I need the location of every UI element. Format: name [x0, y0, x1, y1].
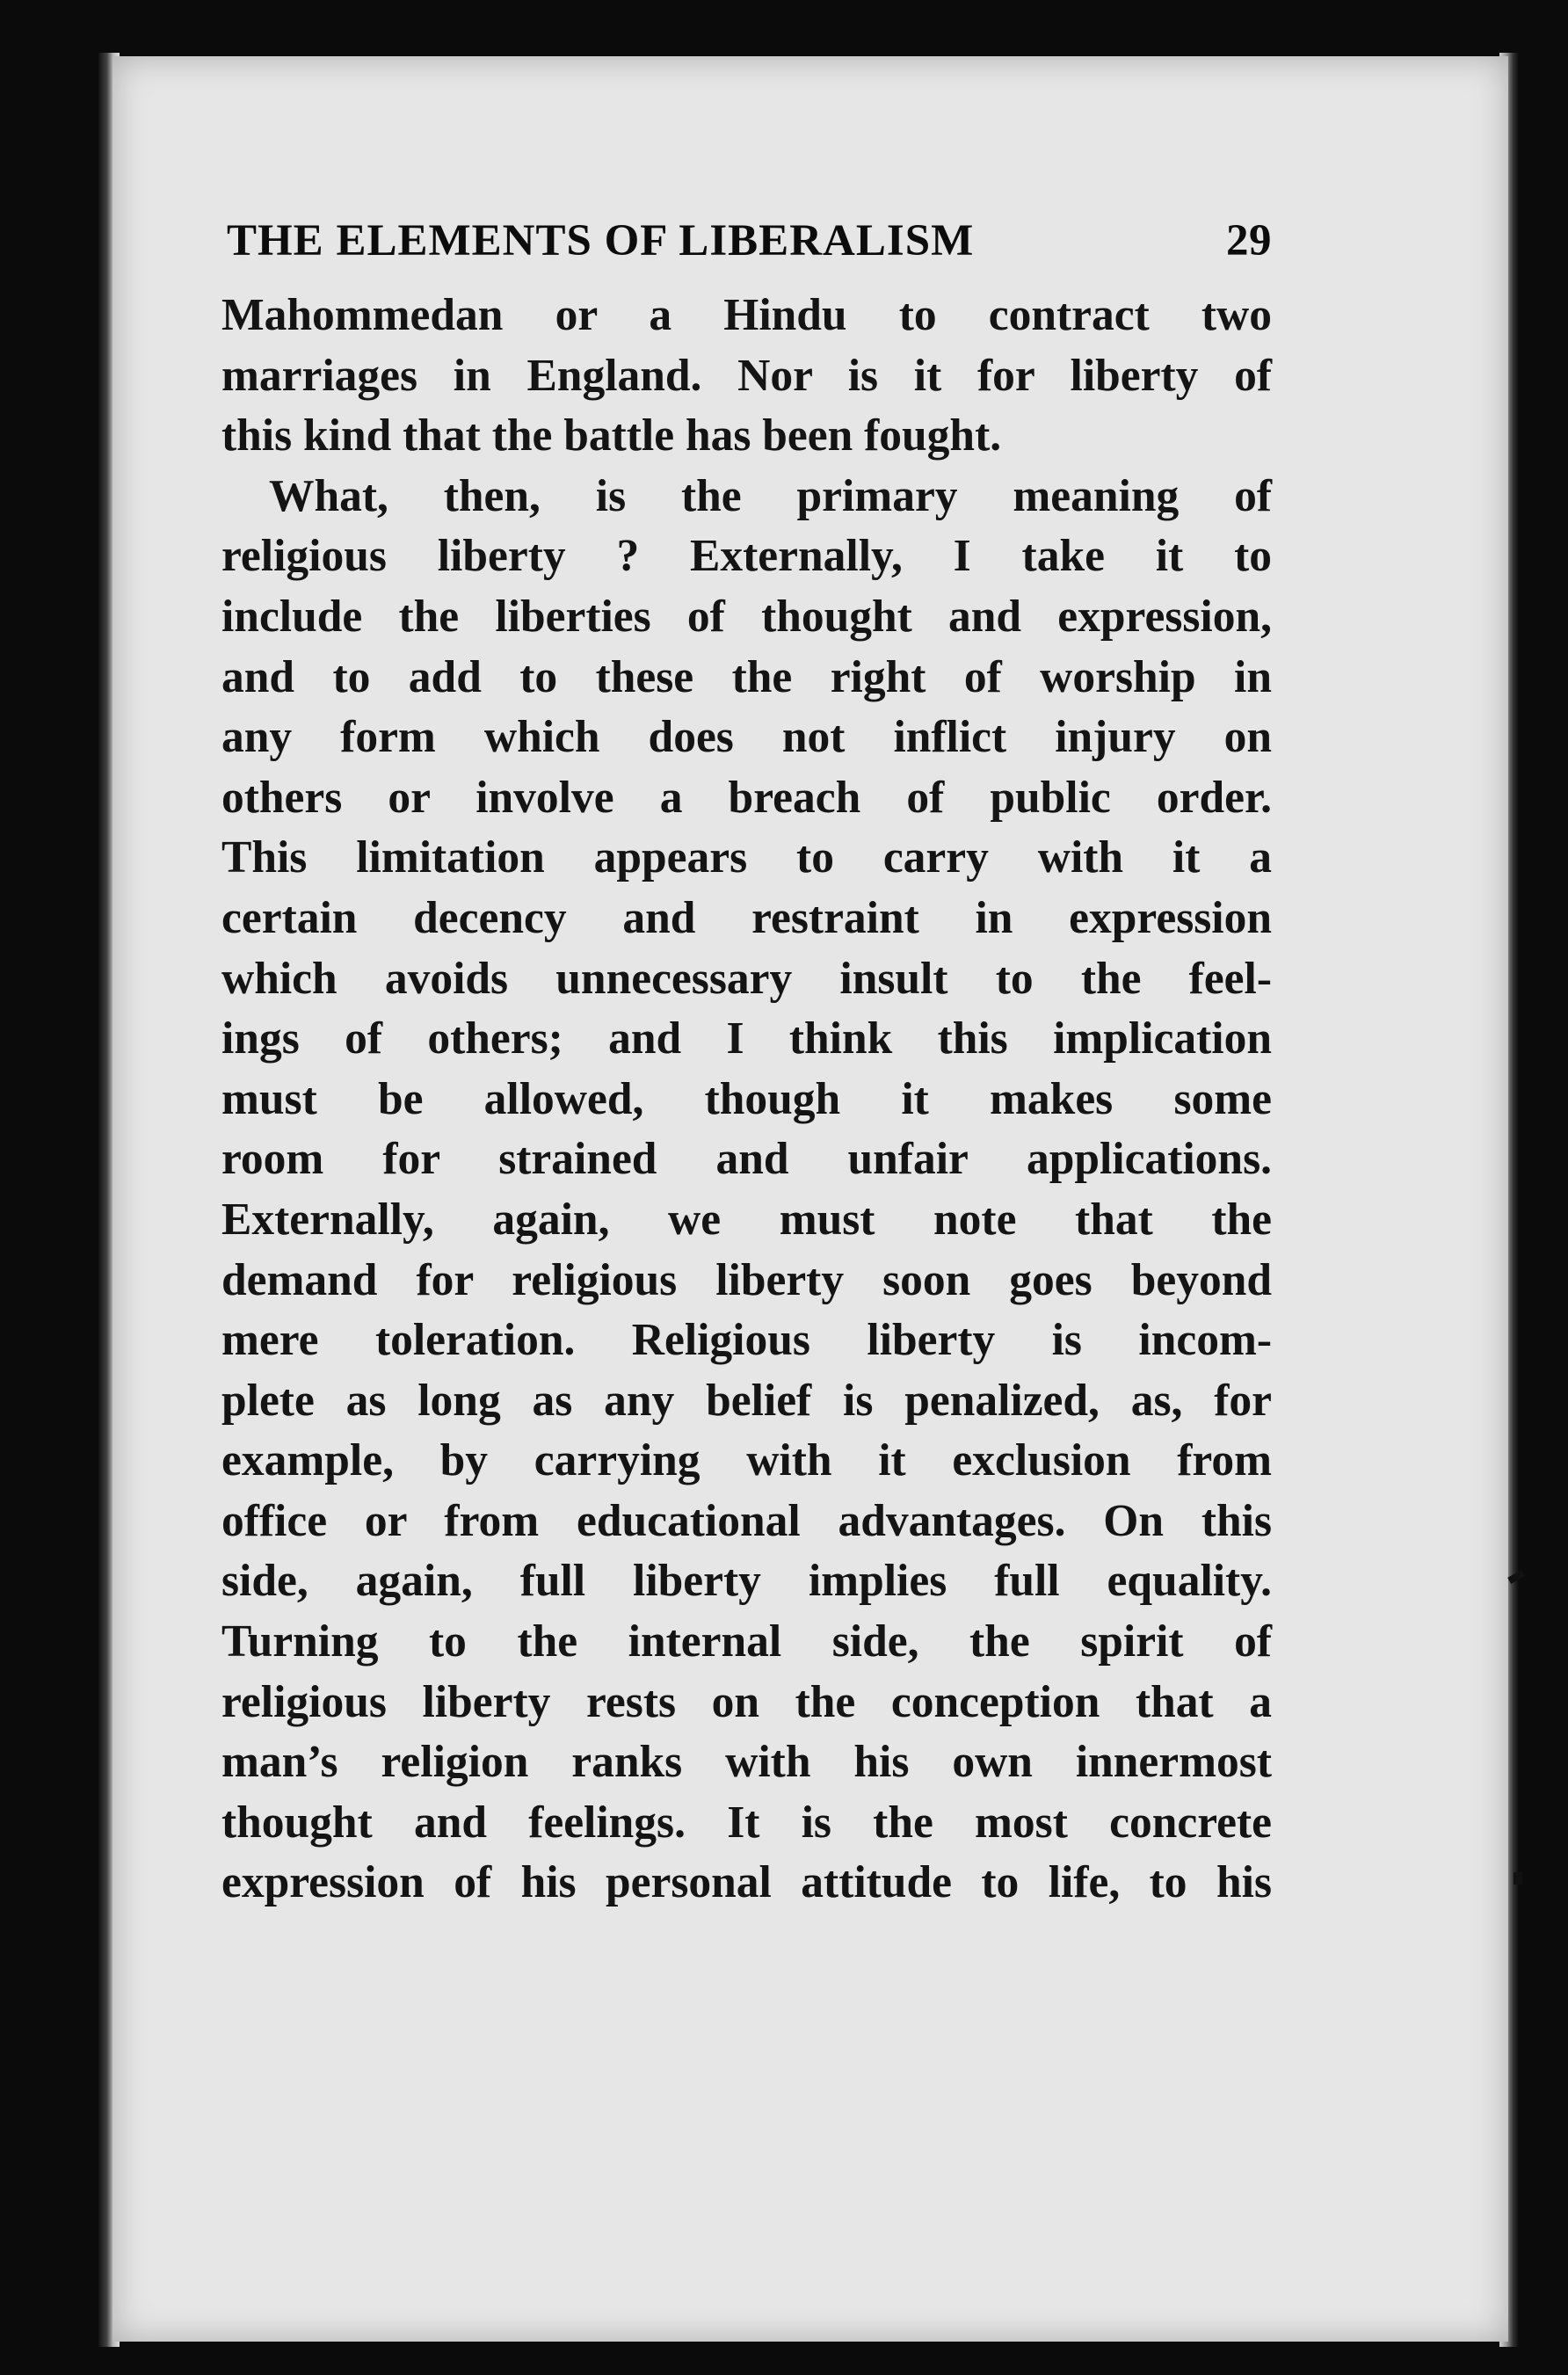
body-text — [221, 286, 1272, 1914]
text-line: ings of others; and I think this implication — [221, 1013, 1272, 1064]
text-line: religious liberty rests on the conception that a — [221, 1676, 1272, 1727]
text-line: example, by carrying with it exclusion from — [221, 1435, 1272, 1486]
running-head-title: THE ELEMENTS OF LIBERALISM — [227, 216, 975, 265]
text-line: Externally, again, we must note that the — [221, 1194, 1272, 1245]
text-line: side, again, full liberty implies full equality. — [221, 1556, 1272, 1607]
text-line: and to add to these the right of worship in — [221, 651, 1272, 702]
text-line: this kind that the battle has been fought. — [221, 410, 1002, 461]
page-number: 29 — [1226, 216, 1272, 265]
text-line: plete as long as any belief is penalized, as, for — [221, 1375, 1272, 1426]
text-line: religious liberty ? Externally, I take it to — [221, 531, 1272, 582]
text-line: mere toleration. Religious liberty is incom- — [221, 1315, 1272, 1366]
text-line: man’s religion ranks with his own innermost — [221, 1737, 1272, 1788]
text-line: any form which does not inflict injury on — [221, 712, 1272, 763]
text-line: others or involve a breach of public order. — [221, 772, 1272, 823]
text-line: include the liberties of thought and expression, — [221, 591, 1272, 642]
text-line: Mahommedan or a Hindu to contract two — [221, 290, 1272, 340]
text-line: room for strained and unfair applications. — [221, 1134, 1272, 1185]
text-line: thought and feelings. It is the most concrete — [221, 1797, 1272, 1848]
text-line: Turning to the internal side, the spirit of — [221, 1616, 1272, 1667]
text-line: expression of his personal attitude to life, to his — [221, 1857, 1272, 1908]
text-line: which avoids unnecessary insult to the feel- — [221, 953, 1272, 1004]
text-line: marriages in England. Nor is it for liberty of — [221, 350, 1272, 401]
page-content — [221, 215, 1272, 1914]
text-line: office or from educational advantages. On this — [221, 1495, 1272, 1546]
text-line: must be allowed, though it makes some — [221, 1073, 1272, 1124]
text-line: This limitation appears to carry with it a — [221, 832, 1272, 883]
running-head — [227, 215, 1272, 266]
text-line: certain decency and restraint in expression — [221, 892, 1272, 943]
text-line: What, then, is the primary meaning of — [269, 470, 1272, 521]
edge-mark — [1514, 1872, 1522, 1885]
text-line: demand for religious liberty soon goes beyond — [221, 1254, 1272, 1305]
